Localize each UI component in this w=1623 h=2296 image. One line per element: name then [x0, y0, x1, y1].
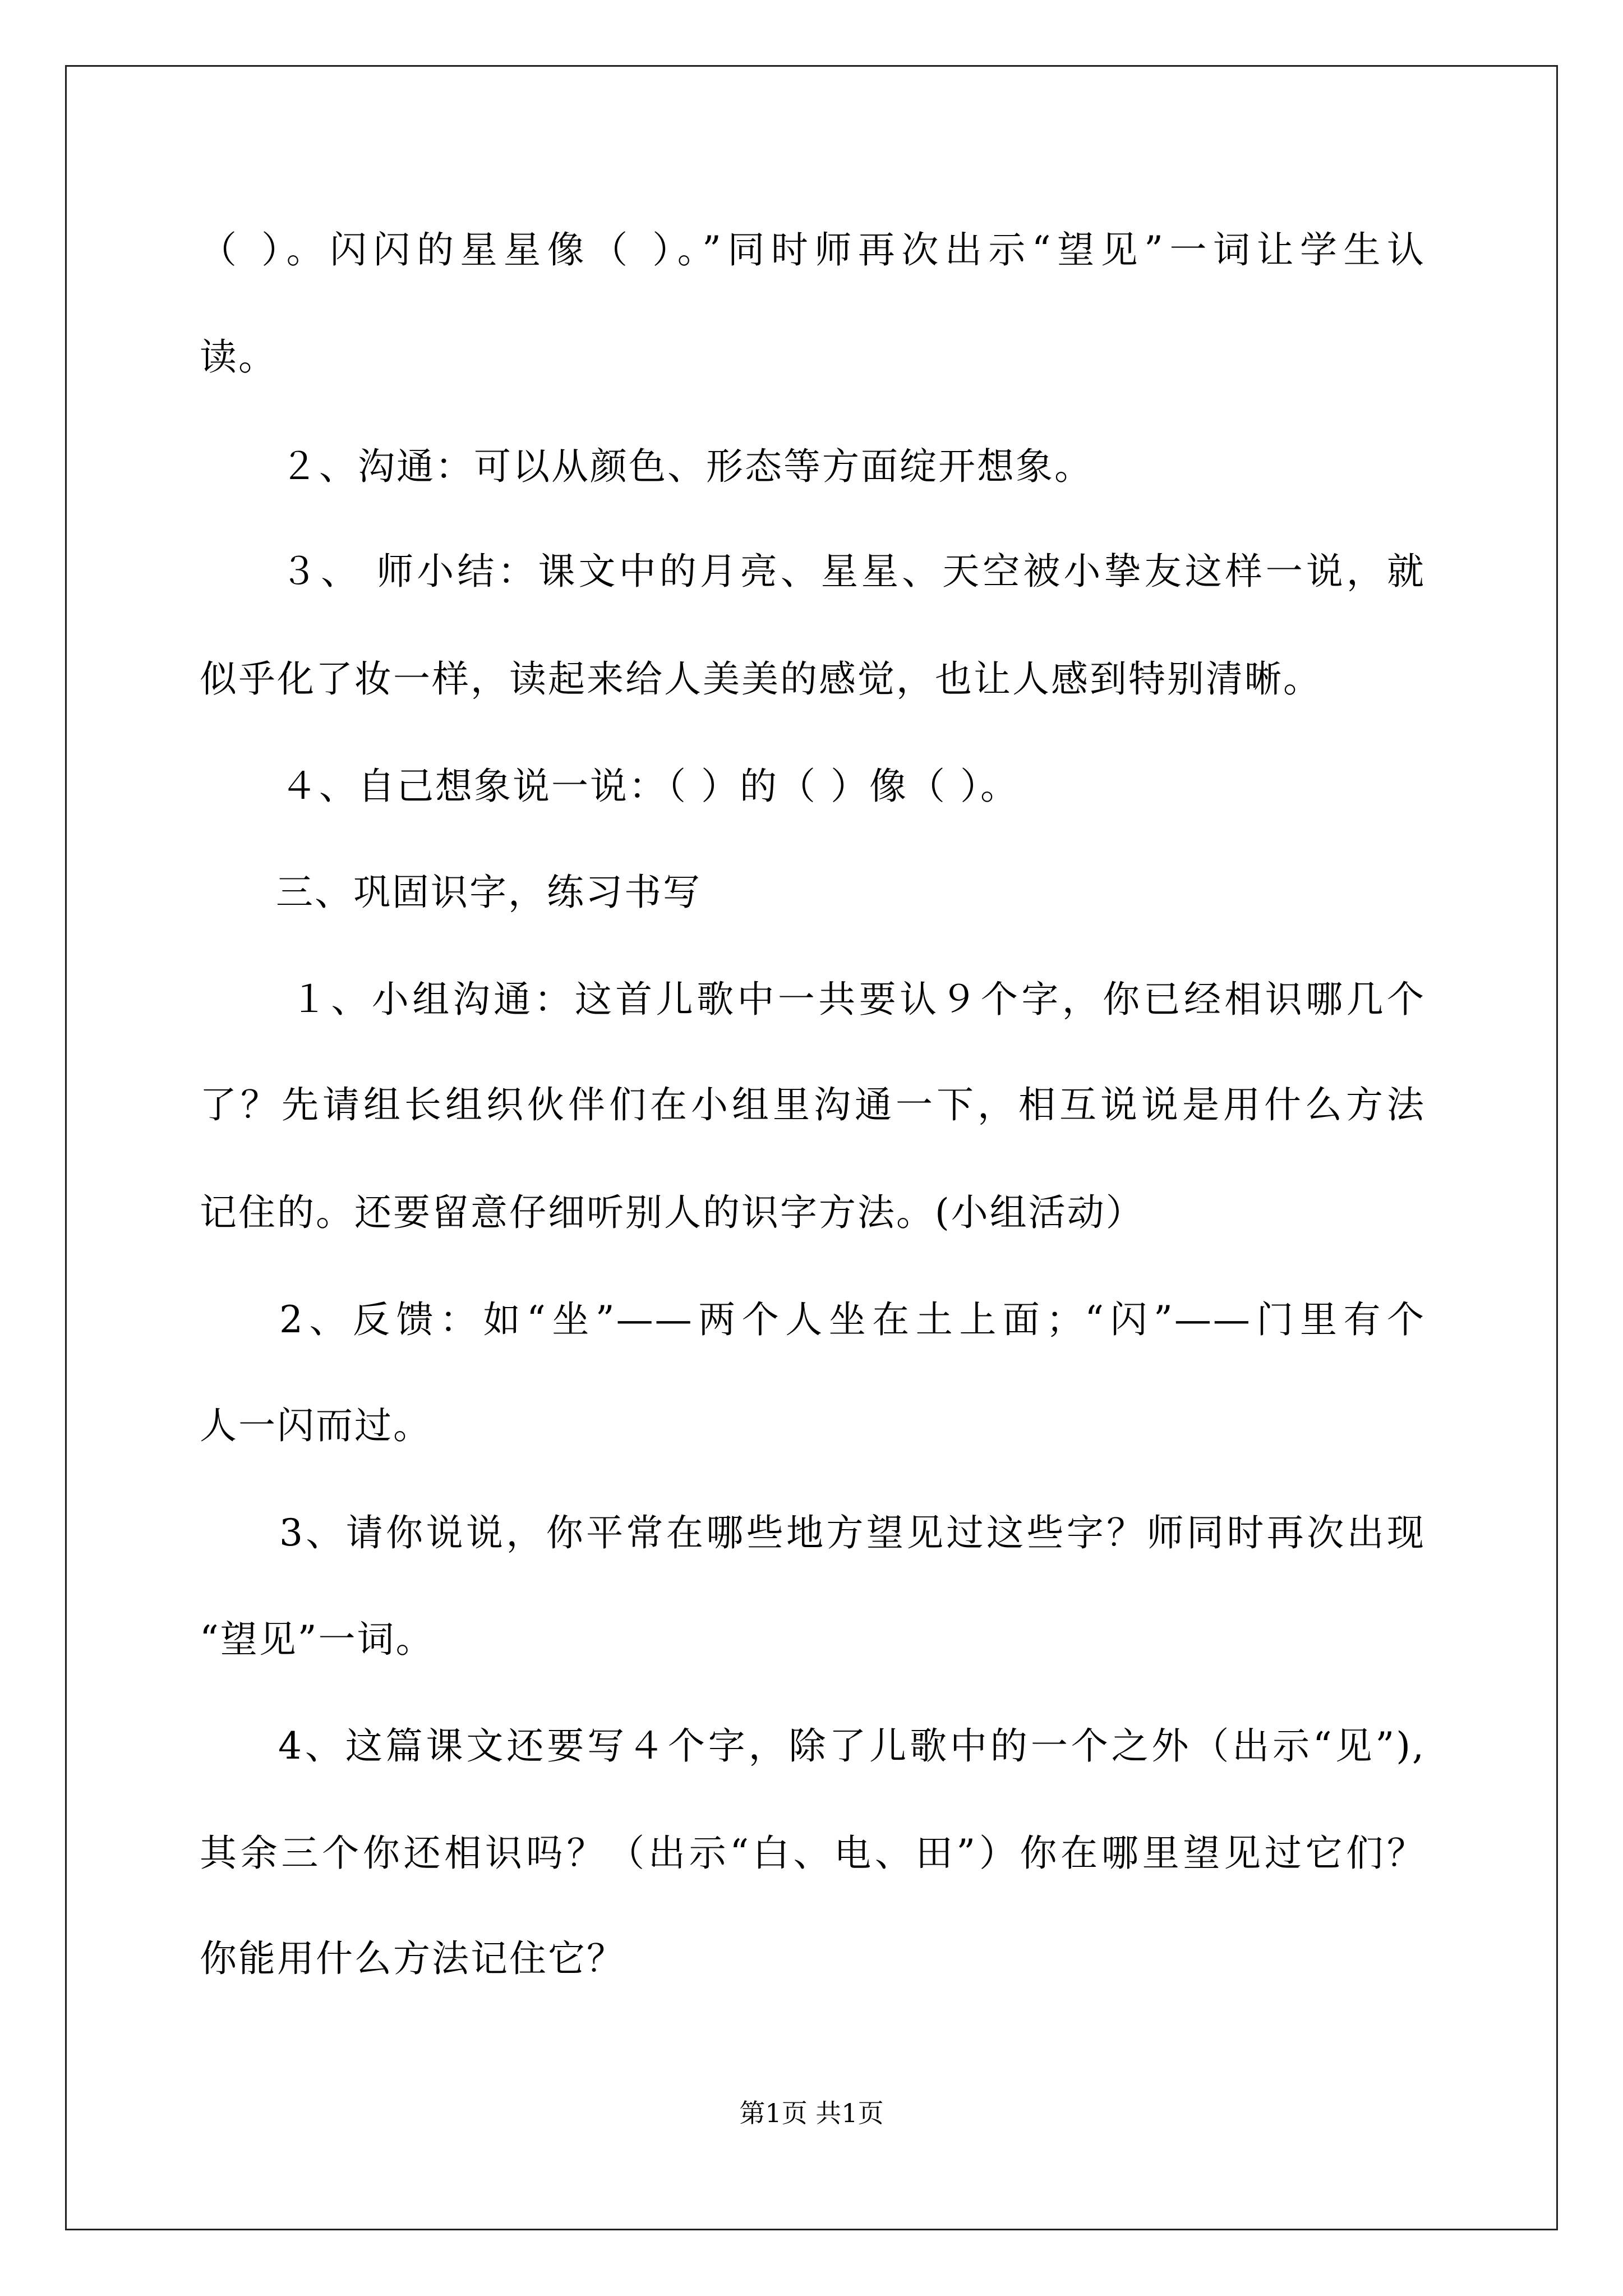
paragraph-line: 你能用什么方法记住它？ — [200, 1937, 625, 1980]
paragraph-line: ２、沟通：可以从颜色、形态等方面绽开想象。 — [280, 445, 1093, 488]
paragraph-line: 2、反馈：如“坐”——两个人坐在土上面；“闪”——门里有个 — [279, 1298, 1426, 1341]
paragraph-line: 3、请你说说，你平常在哪些地方望见过这些字？师同时再次出现 — [279, 1511, 1426, 1554]
paragraph-line: 记住的。还要留意仔细听别人的识字方法。(小组活动） — [200, 1191, 1145, 1234]
paragraph-line: 其余三个你还相识吗？（出示“白、电、田”）你在哪里望见过它们？ — [200, 1832, 1426, 1875]
paragraph-line: ３、 师小结：课文中的月亮、星星、天空被小挚友这样一说，就 — [280, 550, 1426, 593]
paragraph-line: 读。 — [200, 335, 277, 379]
paragraph-line: “望见”一词。 — [200, 1618, 435, 1661]
paragraph-line: ４、自己想象说一说：（ ）的（ ）像（ ）。 — [280, 765, 1019, 808]
page-border — [65, 65, 1558, 2230]
paragraph-line: 似乎化了妆一样，读起来给人美美的感觉，也让人感到特别清晰。 — [200, 657, 1322, 701]
paragraph-line: 4、这篇课文还要写４个字，除了儿歌中的一个之外（出示“见”), — [278, 1724, 1426, 1768]
paragraph-line: （ ）。闪闪的星星像（ ）。”同时师再次出示“望见”一词让学生认 — [200, 228, 1426, 272]
section-heading: 三、巩固识字，练习书写 — [276, 871, 702, 914]
paragraph-line: 了？先请组长组织伙伴们在小组里沟通一下，相互说说是用什么方法 — [200, 1083, 1426, 1126]
page-footer: 第1页 共1页 — [739, 2098, 884, 2128]
paragraph-line: 人一闪而过。 — [200, 1404, 432, 1447]
paragraph-line: １、小组沟通：这首儿歌中一共要认９个字，你已经相识哪几个 — [291, 978, 1426, 1021]
